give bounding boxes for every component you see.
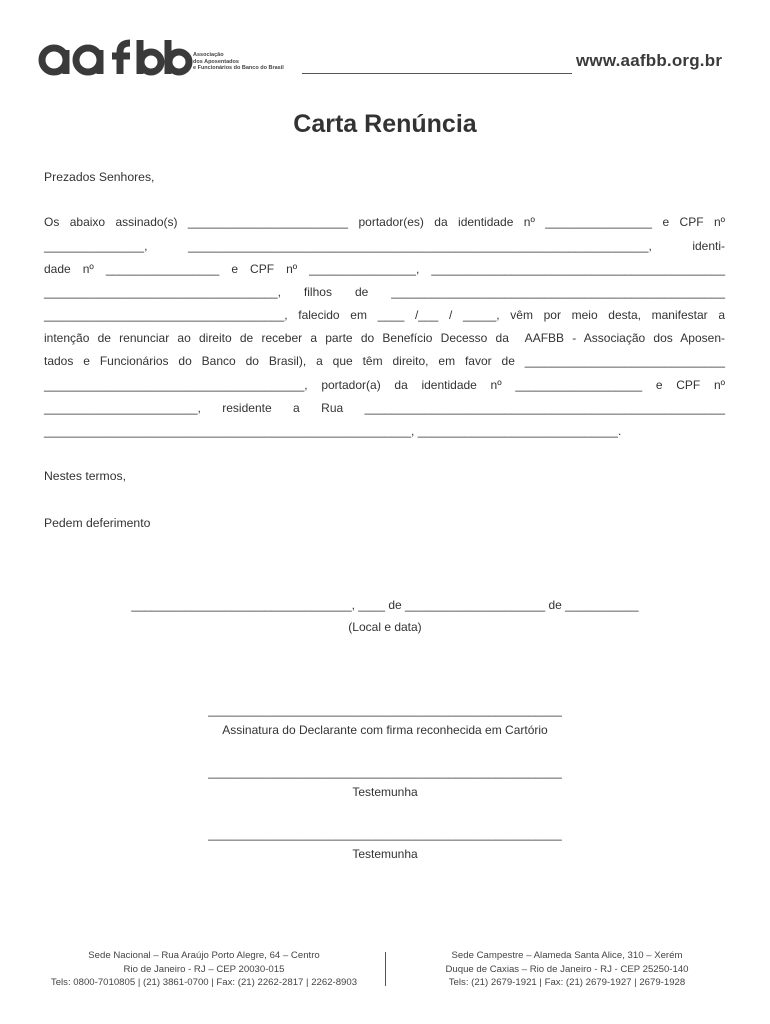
body-line: _______________, _____________________________________________________________________, identi-	[44, 239, 725, 253]
footer-line: Sede Campestre – Alameda Santa Alice, 310 – Xerém	[451, 950, 683, 961]
witness-label: Testemunha	[352, 847, 418, 861]
footer-line: Sede Nacional – Rua Araújo Porto Alegre, 64 – Centro	[88, 950, 320, 961]
witness-label: Testemunha	[352, 785, 418, 799]
body-line: tados e Funcionários do Banco do Brasil), a que têm direito, em favor de ______________________________	[44, 354, 725, 368]
document-title: Carta Renúncia	[293, 110, 477, 138]
body-line: ___________________________________, filhos de __________________________________________________	[44, 285, 725, 299]
header-rule	[302, 73, 572, 74]
footer-line: Tels: 0800-7010805 | (21) 3861-0700 | Fax: (21) 2262-2817 | 2262-8903	[50, 977, 358, 988]
org-name-line: Associação	[193, 52, 224, 58]
aafbb-logo	[36, 36, 196, 78]
declarant-signature-label: Assinatura do Declarante com firma reconhecida em Cartório	[222, 723, 548, 737]
body-line: _______________________________________________________, ______________________________.	[44, 424, 622, 438]
signature-line: _____________________________________________________	[208, 765, 562, 779]
body-line: intenção de renunciar ao direito de receber a parte do Benefício Decesso da AAFBB - Associação dos Aposen-	[44, 331, 725, 345]
signature-line: _____________________________________________________	[208, 703, 562, 717]
footer-divider	[385, 952, 386, 986]
date-caption: (Local e data)	[348, 620, 422, 634]
org-name	[193, 52, 284, 72]
org-name-line: dos Aposentados	[193, 58, 239, 65]
body-line: Os abaixo assinado(s) ________________________ portador(es) da identidade nº ________________ e CPF nº	[44, 215, 725, 229]
closing-terms: Nestes termos,	[44, 469, 126, 483]
org-name-line: e Funcionários do Banco do Brasil	[193, 65, 284, 72]
footer-national-office	[26, 949, 382, 990]
greeting: Prezados Senhores,	[44, 170, 155, 184]
signature-line: _____________________________________________________	[208, 827, 562, 841]
body-line: ____________________________________, falecido em ____ /___ / _____, vêm por meio desta, manifestar a	[44, 308, 725, 322]
footer-line: Tels: (21) 2679-1921 | Fax: (21) 2679-1927 | 2679-1928	[448, 977, 686, 988]
website-url: www.aafbb.org.br	[576, 51, 723, 70]
footer-country-office	[392, 949, 742, 990]
body-line: dade nº _________________ e CPF nº ________________, ____________________________________________	[44, 262, 725, 276]
date-line: _________________________________, ____ de _____________________ de ___________	[131, 598, 639, 612]
body-line: _______________________________________, portador(a) da identidade nº ___________________ e CPF nº	[44, 378, 725, 392]
closing-request: Pedem deferimento	[44, 516, 151, 530]
footer-line: Duque de Caxias – Rio de Janeiro - RJ - CEP 25250-140	[445, 963, 689, 975]
footer-line: Rio de Janeiro - RJ – CEP 20030-015	[123, 963, 285, 975]
body-line: _______________________, residente a Rua ______________________________________________________	[44, 401, 725, 415]
